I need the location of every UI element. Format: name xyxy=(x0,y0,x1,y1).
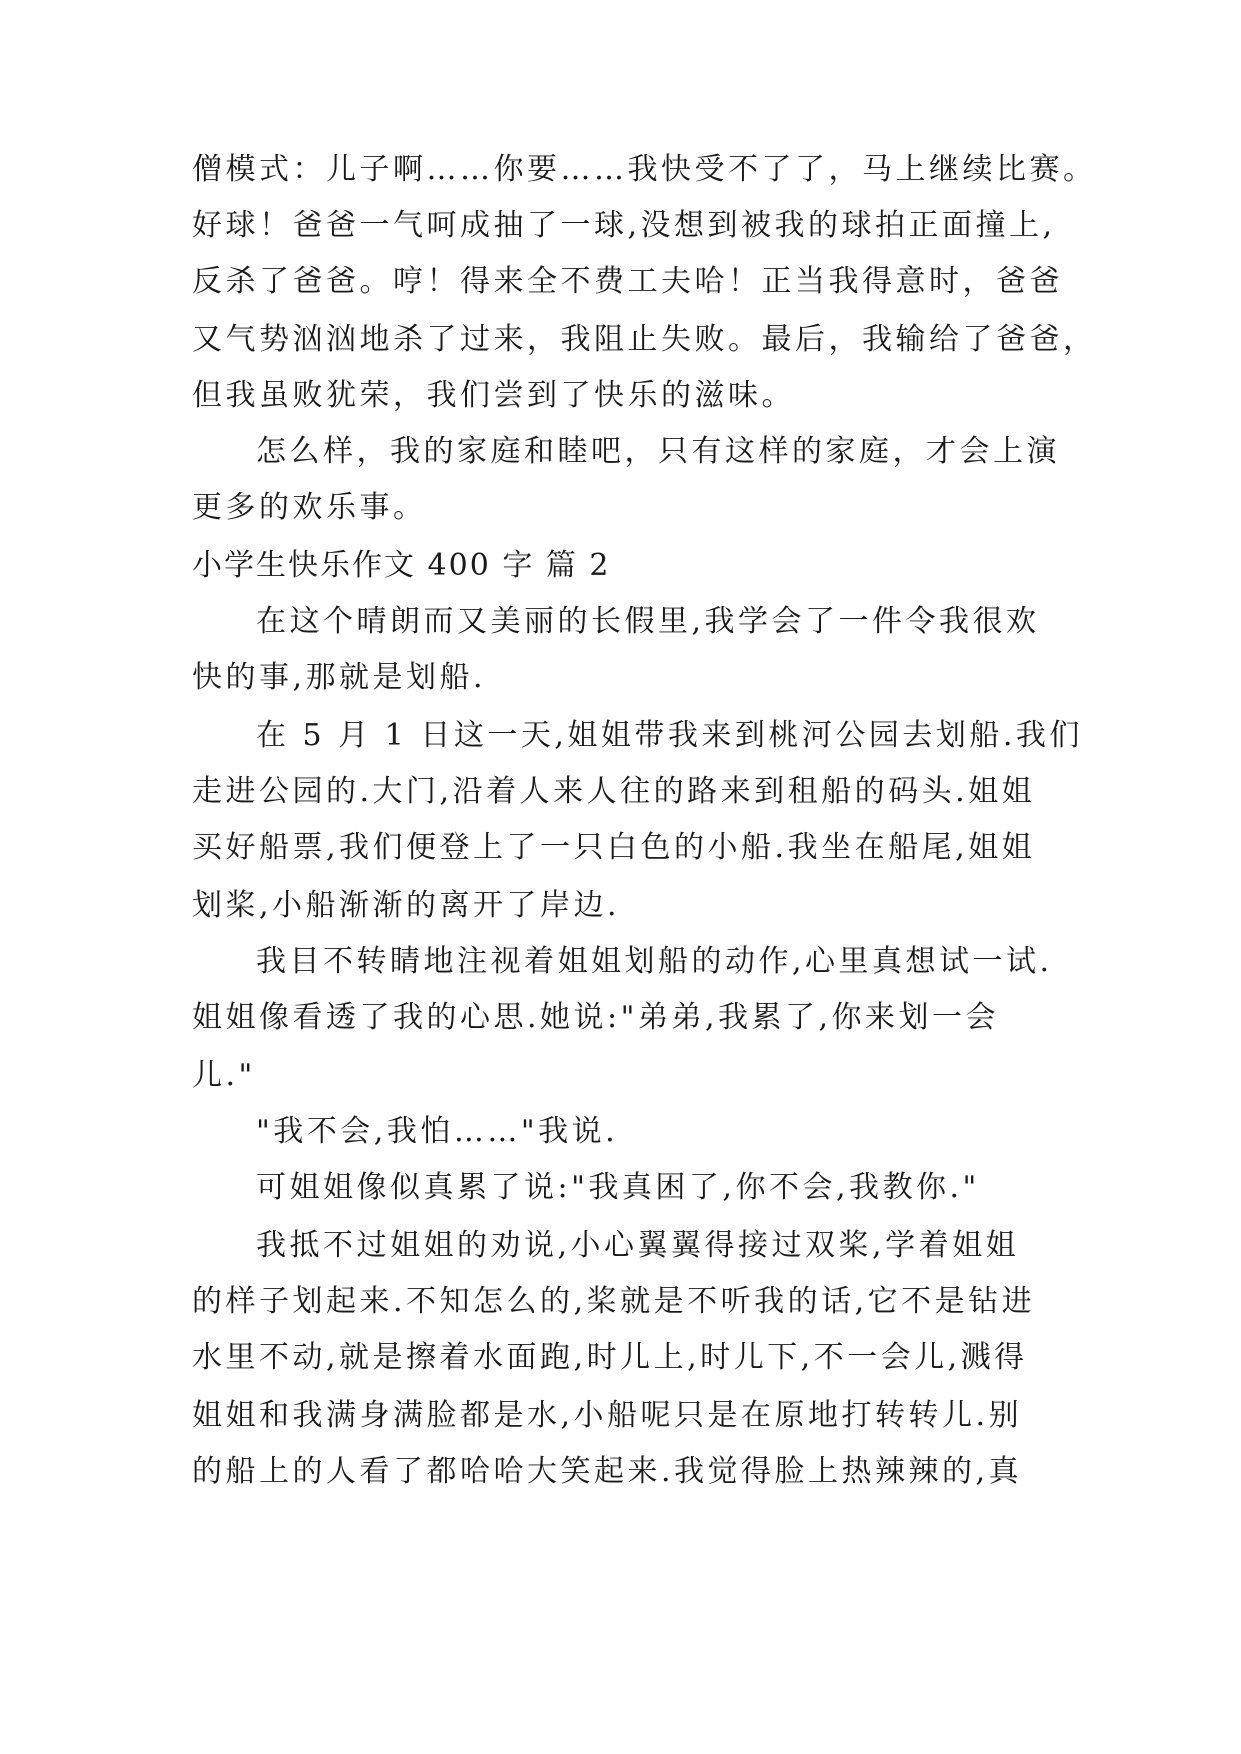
text-line: 的船上的人看了都哈哈大笑起来.我觉得脸上热辣辣的,真 xyxy=(192,1454,1023,1489)
text-line: 买好船票,我们便登上了一只白色的小船.我坐在船尾,姐姐 xyxy=(192,830,1036,865)
text-line: 在这个晴朗而又美丽的长假里,我学会了一件令我很欢 xyxy=(256,604,1040,639)
text-line: 僧模式：儿子啊……你要……我快受不了了，马上继续比赛。 xyxy=(192,152,1097,187)
text-line: 快的事,那就是划船. xyxy=(192,660,487,695)
text-line: 可姐姐像似真累了说:"我真困了,你不会,我教你." xyxy=(256,1170,980,1205)
text-line: 姐姐像看透了我的心思.她说:"弟弟,我累了,你来划一会 xyxy=(192,1000,1000,1035)
text-line: 走进公园的.大门,沿着人来人往的路来到租船的码头.姐姐 xyxy=(192,774,1036,809)
text-line: 水里不动,就是擦着水面跑,时儿上,时儿下,不一会儿,溅得 xyxy=(192,1340,1028,1375)
text-line: 儿." xyxy=(192,1058,256,1093)
text-line: 姐姐和我满身满脸都是水,小船呢只是在原地打转转儿.别 xyxy=(192,1398,1023,1433)
text-line: "我不会,我怕……"我说. xyxy=(256,1114,619,1149)
text-line: 我目不转睛地注视着姐姐划船的动作,心里真想试一试. xyxy=(256,944,1053,979)
text-line: 在 5 月 1 日这一天,姐姐带我来到桃河公园去划船.我们 xyxy=(256,718,1083,753)
text-line: 的样子划起来.不知怎么的,桨就是不听我的话,它不是钻进 xyxy=(192,1284,1036,1319)
text-line: 更多的欢乐事。 xyxy=(192,490,427,525)
text-line: 但我虽败犹荣，我们尝到了快乐的滋味。 xyxy=(192,378,795,413)
section-heading: 小学生快乐作文 400 字 篇 2 xyxy=(192,548,611,583)
text-line: 我抵不过姐姐的劝说,小心翼翼得接过双桨,学着姐姐 xyxy=(256,1228,1020,1263)
text-line: 划桨,小船渐渐的离开了岸边. xyxy=(192,888,621,923)
text-line: 怎么样，我的家庭和睦吧，只有这样的家庭，才会上演 xyxy=(256,434,1060,469)
text-line: 又气势汹汹地杀了过来，我阻止失败。最后，我输给了爸爸， xyxy=(192,322,1097,357)
text-line: 好球！爸爸一气呵成抽了一球,没想到被我的球拍正面撞上, xyxy=(192,208,1056,243)
text-line: 反杀了爸爸。哼！得来全不费工夫哈！正当我得意时，爸爸 xyxy=(192,264,1063,299)
